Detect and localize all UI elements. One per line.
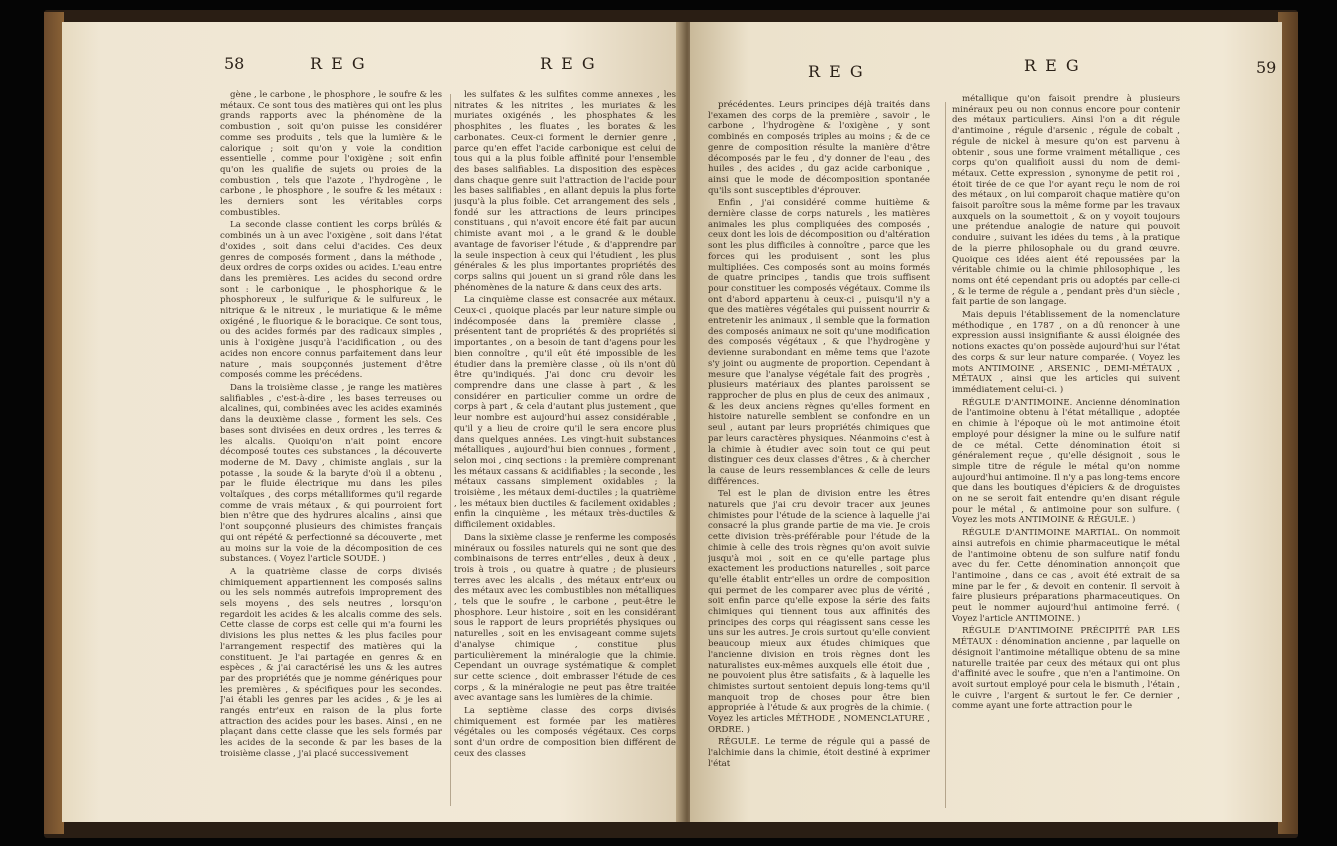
paragraph: gène , le carbone , le phosphore , le soufre & les métaux. Ce sont tous des matières qui ont les plus grands rapports avec la phénomène de la combustion , soit qu'on puisse les considérer comme ses produits , tels que la lumière & le calorique ; soit qu'on y voie la condition essentielle , comme pour l'oxigène ; soit enfin qu'on les qualifie de sujets ou proies de la combustion , tels que l'azote , l'hydrogène , le carbone , le phosphore , le soufre & les métaux : les derniers sont les véritables corps combustibles. [220, 90, 442, 218]
column-rule [450, 94, 451, 806]
paragraph: La septième classe des corps divisés chimiquement est formée par les matières végétales ou les composés végétaux. Ces corps sont d'un ordre de composition bien différent de ceux des classes [454, 706, 676, 759]
paragraph: Enfin , j'ai considéré comme huitième & dernière classe de corps naturels , les matières animales les plus compliquées des composés , ceux dont les lois de décomposition ou d'altération sont les plus difficiles à connoître , parce que les forces qui les produisent , sont les plus multipliées. Ces composés sont au moins formés de quatre principes , tandis que trois suffisent pour constituer les composés végétaux. Comme ils ont d'abord appartenu à ceux-ci , puisqu'il n'y a que des matières végétales qui puissent nourrir & entretenir les animaux , il semble que la formation des composés animaux ne soit qu'une modification des composés végétaux , & que l'hydrogène y devienne surabondant en même tems que l'azote s'y joint ou augmente de proportion. Cependant à mesure que l'analyse végétale fait des progrès , plusieurs matériaux des plantes paroissent se rapprocher de plus en plus de ceux des animaux , & les deux anciens règnes qu'elles forment en histoire naturelle semblent se confondre en un seul , autant par leurs propriétés chimiques que par leurs caractères physiques. Néanmoins c'est à la chimie à étudier avec soin tout ce qui peut distinguer ces deux classes d'êtres , & à chercher la cause de leurs ressemblances & celle de leurs différences. [708, 198, 930, 487]
paragraph: précédentes. Leurs principes déjà traités dans l'examen des corps de la première , savoir , le carbone , l'hydrogène & l'oxigène , y sont combinés en composés triples au moins ; & de ce genre de composition résulte la manière d'être décomposés par le feu , d'y donner de l'eau , des huiles , des acides , du gaz acide carbonique , ainsi que le mode de décomposition spontanée qu'ils sont susceptibles d'éprouver. [708, 100, 930, 196]
paragraph: Dans la troisième classe , je range les matières salifiables , c'est-à-dire , les bases terreuses ou alcalines, qui, combinées avec les acides examinés dans la deuxième classe , forment les sels. Ces bases sont divisées en deux ordres , les terres & les alcalis. Quoiqu'on n'ait point encore décomposé toutes ces substances , la découverte moderne de M. Davy , chimiste anglais , sur la potasse , la soude & la baryte d'où il a obtenu , par le fluide électrique mu dans les piles voltaïques , des corps métalliformes qu'il regarde comme de vrais métaux , & qui pourroient fort bien n'être que des hydrures alcalins , ainsi que l'ont soupçonné plusieurs des chimistes français qui ont répété & perfectionné sa découverte , met au moins sur la voie de la décomposition de ces substances. ( Voyez l'article SOUDE. ) [220, 382, 442, 565]
paragraph: Dans la sixième classe je renferme les composés minéraux ou fossiles naturels qui ne sont que des combinaisons de terres entr'elles , deux à deux , trois à trois , ou quatre à quatre ; de plusieurs terres avec les alcalis , des métaux entr'eux ou des métaux avec les combustibles non métalliques , tels que le soufre , le carbone , peut-être le phosphore. Leur histoire , soit en les considérant sous le rapport de leurs propriétés physiques ou naturelles , soit en les envisageant comme sujets d'analyse chimique , constitue plus particulièrement la minéralogie que la chimie. Cependant un ouvrage systématique & complet sur cette science , doit embrasser l'étude de ces corps , & la minéralogie ne peut pas être traitée avec avantage sans les lumières de la chimie. [454, 532, 676, 704]
left-page-number: 58 [224, 54, 245, 73]
paragraph: Mais depuis l'établissement de la nomenclature méthodique , en 1787 , on a dû renoncer à une expression aussi insignifiante & aussi éloignée des notions exactes qu'on possède aujourd'hui sur l'état des corps & sur leur nature comparée. ( Voyez les mots ANTIMOINE , ARSENIC , DEMI-MÉTAUX , MÉTAUX , ainsi que les articles qui suivent immédiatement celui-ci. ) [952, 310, 1180, 395]
left-page-header [62, 54, 684, 80]
right-page-column-2 [952, 94, 1180, 814]
paragraph: RÉGULE. Le terme de régule qui a passé de l'alchimie dans la chimie, étoit destiné à exprimer l'état [708, 737, 930, 769]
right-running-head-2: R E G [1024, 56, 1081, 75]
left-page [62, 22, 684, 822]
left-page-column-1 [220, 90, 442, 810]
column-rule [945, 102, 946, 808]
paragraph: métallique qu'on faisoit prendre à plusieurs minéraux peu ou non connus encore pour contenir des métaux particuliers. Ainsi l'on a dit régule d'antimoine , régule d'arsenic , régule de cobalt , régule de nickel à mesure qu'on est parvenu à obtenir , sous une forme vraiment métallique , ces corps qu'on qualifioit aussi du nom de demi-métaux. Cette expression , synonyme de petit roi , étoit tirée de ce que l'or ayant reçu le nom de roi des métaux , on lui comparoit chaque matière qu'on faisoit paroître sous la même forme par les travaux auxquels on la soumettoit , & on y voyoit toujours une prétendue analogie de nature qui pouvoit conduire , suivant les idées du tems , à la pratique de la pierre philosophale ou du grand œuvre. Quoique ces idées aient été repoussées par la véritable chimie ou la chimie philosophique , les noms ont été cependant pris ou adoptés par celle-ci , & le terme de régule a , pendant près d'un siècle , fait partie de son langage. [952, 94, 1180, 308]
paragraph: les sulfates & les sulfites comme annexes , les nitrates & les nitrites , les muriates & les muriates oxigénés , les phosphates & les phosphites , les fluates , les borates & les carbonates. Ceux-ci forment le dernier genre , parce qu'en effet l'acide carbonique est celui de tous qui a la plus foible affinité pour l'ensemble des bases salifiables. La disposition des espèces dans chaque genre suit l'attraction de l'acide pour les bases salifiables , en allant depuis la plus forte jusqu'à la plus foible. Cet arrangement des sels , fondé sur les attractions de leurs principes constituans , qui n'avoit encore été fait par aucun chimiste avant moi , a le grand & le double avantage de favoriser l'étude , & d'apprendre par la seule inspection à ceux qui l'étudient , les plus générales & les plus importantes propriétés des corps salins qui jouent un si grand rôle dans les phénomènes de la nature & dans ceux des arts. [454, 90, 676, 293]
paragraph: RÉGULE D'ANTIMOINE. Ancienne dénomination de l'antimoine obtenu à l'état métallique , adoptée en chimie à l'époque où le mot antimoine étoit employé pour désigner la mine ou le sulfure natif de ce métal. Cette dénomination étoit si généralement reçue , qu'elle désignoit , sous le simple titre de régule le métal qu'on nomme aujourd'hui antimoine. Il n'y a pas long-tems encore que dans les boutiques d'épiciers & de droguistes on ne se seroit fait entendre qu'en disant régule pour le métal , & antimoine pour son sulfure. ( Voyez les mots ANTIMOINE & RÉGULE. ) [952, 397, 1180, 526]
paragraph: A la quatrième classe de corps divisés chimiquement appartiennent les composés salins ou les sels nommés autrefois improprement des sels moyens , des sels neutres , lorsqu'on regardoit les acides & les alcalis comme des sels. Cette classe de corps est celle qui m'a fourni les divisions les plus nettes & les plus faciles pour l'arrangement respectif des matières qui la constituent. Je l'ai partagée en genres & en espèces , & j'ai caractérisé les uns & les autres par des propriétés que je nomme génériques pour les premières , & spécifiques pour les secondes. J'ai établi les genres par les acides , & je les ai rangés entr'eux en raison de la plus forte attraction des acides pour les bases. Ainsi , en ne plaçant dans cette classe que les sels formés par les acides de la seconde & par les bases de la troisième classe , j'ai placé successivement [220, 566, 442, 759]
left-running-head-1: R E G [310, 54, 367, 73]
right-page [690, 22, 1282, 822]
right-page-column-1 [708, 100, 930, 820]
right-page-number: 59 [1256, 58, 1277, 77]
right-page-header [690, 54, 1282, 80]
paragraph: Tel est le plan de division entre les êtres naturels que j'ai cru devoir tracer aux jeunes chimistes pour l'étude de la science à laquelle j'ai consacré la plus grande partie de ma vie. Je crois cette division très-préférable pour l'étude de la chimie à celle des trois règnes qu'on avoit suivie jusqu'à moi , soit en ce qu'elle partage plus exactement les productions naturelles , soit parce qu'elle établit entr'elles un ordre de composition qui permet de les comparer avec plus de vérité , soit enfin parce qu'elle expose la série des faits chimiques qui tiennent tous aux affinités des principes des corps qui réagissent sans cesse les uns sur les autres. Je crois surtout qu'elle convient beaucoup mieux aux études chimiques que l'ancienne division en trois règnes dont les naturalistes eux-mêmes auxquels elle étoit due , ne pouvoient plus être satisfaits , & à laquelle les chimistes surtout sentoient depuis long-tems qu'il manquoit trop de choses pour être bien appropriée à l'étude & aux progrès de la chimie. ( Voyez les articles MÉTHODE , NOMENCLATURE , ORDRE. ) [708, 489, 930, 735]
paragraph: RÉGULE D'ANTIMOINE PRÉCIPITÉ PAR LES MÉTAUX : dénomination ancienne , par laquelle on désignoit l'antimoine métallique obtenu de sa mine naturelle traitée par ceux des métaux qui ont plus d'affinité avec le soufre , que n'en a l'antimoine. On avoit surtout employé pour cela le bismuth , l'étain , le cuivre , l'argent & surtout le fer. Ce dernier , comme ayant une forte attraction pour le [952, 626, 1180, 712]
left-page-column-2 [454, 90, 676, 810]
book-cover-left-edge [44, 12, 64, 834]
paragraph: RÉGULE D'ANTIMOINE MARTIAL. On nommoit ainsi autrefois en chimie pharmaceutique le métal de l'antimoine obtenu de son sulfure natif fondu avec du fer. Cette dénomination annonçoit que l'antimoine , dans ce cas , avoit été extrait de sa mine par le fer , & devoit en contenir. Il servoit à faire plusieurs préparations pharmaceutiques. On peut le nommer aujourd'hui antimoine ferré. ( Voyez l'article ANTIMOINE. ) [952, 528, 1180, 624]
paragraph: La seconde classe contient les corps brûlés & combinés un à un avec l'oxigène , soit dans l'état d'oxides , soit dans celui d'acides. Ces deux genres de composés forment , dans la méthode , deux ordres de corps oxides ou acides. L'eau entre dans les premières. Les acides du second ordre sont : le carbonique , le phosphorique & le phosphoreux , le sulfurique & le sulfureux , le nitrique & le nitreux , le muriatique & le même oxigéné , le fluorique & le boracique. Ce sont tous, ou des acides formés par des radicaux simples , unis à l'oxigène jusqu'à l'acidification , ou des acides non encore connus parfaitement dans leur nature , mais soupçonnés justement d'être composés comme les précédens. [220, 220, 442, 381]
right-running-head-1: R E G [808, 62, 865, 81]
paragraph: La cinquième classe est consacrée aux métaux. Ceux-ci , quoique placés par leur nature simple ou indécomposée dans la première classe , présentent tant de propriétés & des propriétés si importantes , on a besoin de tant d'agens pour les bien connoître , qu'il eût été impossible de les étudier dans la première classe , où ils n'ont dû être qu'indiqués. J'ai donc cru devoir les comprendre dans une classe à part , & les considérer en particulier comme un ordre de corps à part , & cela d'autant plus justement , que leur nombre est aujourd'hui assez considérable , qu'il y a lieu de croire qu'il le sera encore plus dans quelques années. Les vingt-huit substances métalliques , aujourd'hui bien connues , forment , selon moi , cinq sections : la première comprenant les métaux cassans & acidifiables ; la seconde , les métaux cassans simplement oxidables ; la troisième , les métaux demi-ductiles ; la quatrième , les métaux bien ductiles & facilement oxidables ; enfin la cinquième , les métaux très-ductiles & difficilement oxidables. [454, 295, 676, 531]
left-running-head-2: R E G [540, 54, 597, 73]
